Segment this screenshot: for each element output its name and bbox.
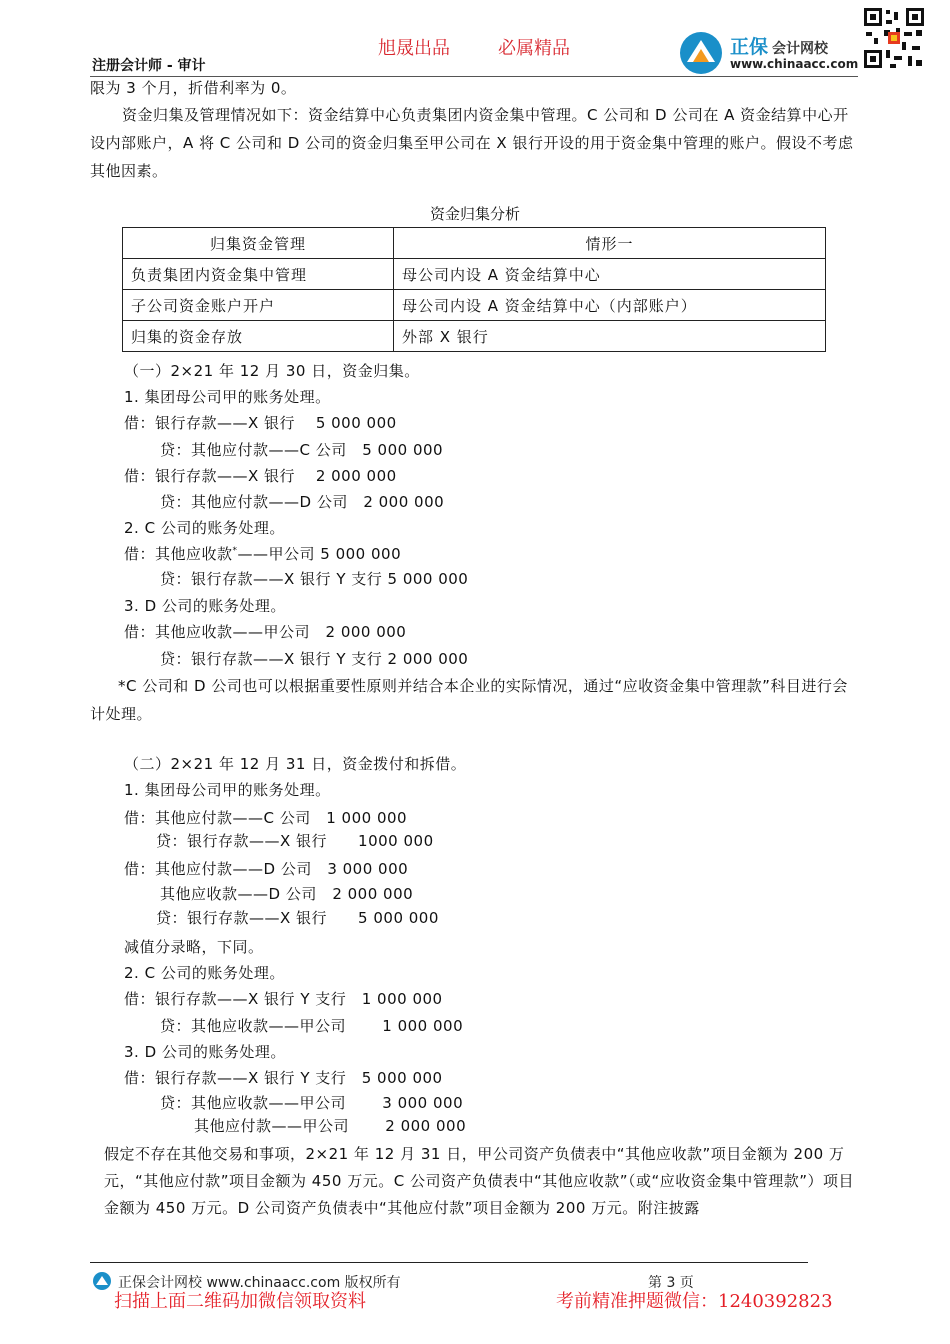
- entry-debit-rest: ——甲公司 5 000 000: [237, 545, 402, 563]
- section2-item-c: 3. D 公司的账务处理。: [124, 1043, 286, 1061]
- logo-url: www.chinaacc.com: [730, 57, 859, 71]
- section2-note: 减值分录略，下同。: [124, 938, 264, 956]
- section2-item-a: 1. 集团母公司甲的账务处理。: [124, 781, 331, 799]
- table-header-cell: 情形一: [394, 228, 826, 259]
- closing-paragraph: 假定不存在其他交易和事项，2×21 年 12 月 31 日，甲公司资产负债表中“其他应收款”项目金额为 200 万元，“其他应付款”项目金额为 450 万元。C 公司资产负债表中“其他应收款”（或“应收资金集中管理款”）项目金额为 450 万元。D 公司资产负债表中“其他应付款”项目金额为 200 万元。附注披露: [104, 1145, 855, 1217]
- entry-line: 借：其他应付款——D 公司 3 000 000: [124, 860, 409, 878]
- entry-line: 借：银行存款——X 银行 Y 支行 1 000 000: [124, 990, 443, 1008]
- table-cell: 母公司内设 A 资金结算中心: [394, 259, 826, 290]
- footer-rule: [90, 1262, 808, 1263]
- entry-line: 借：银行存款——X 银行 Y 支行 5 000 000: [124, 1069, 443, 1087]
- footer-copyright: 正保会计网校 www.chinaacc.com 版权所有: [118, 1275, 401, 1291]
- entry-line: 贷：银行存款——X 银行 5 000 000: [156, 909, 439, 927]
- intro-line: 限为 3 个月，折借利率为 0。: [90, 79, 297, 97]
- entry-line: 借：银行存款——X 银行 2 000 000: [124, 467, 397, 485]
- table-header-row: [123, 228, 826, 259]
- chinaacc-logo-icon: [678, 30, 724, 76]
- entry-line: 贷：其他应付款——D 公司 2 000 000: [160, 493, 445, 511]
- table-row: [123, 259, 826, 290]
- footnote-paragraph: *C 公司和 D 公司也可以根据重要性原则并结合本企业的实际情况，通过“应收资金集中管理款”科目进行会计处理。: [90, 677, 848, 723]
- table-cell: 母公司内设 A 资金结算中心（内部账户）: [394, 290, 826, 321]
- fund-paragraph-text: 资金归集及管理情况如下：资金结算中心负责集团内资金集中管理。C 公司和 D 公司在 A 资金结算中心开设内部账户，A 将 C 公司和 D 公司的资金归集至甲公司在 X 银行开设的用于资金集中管理的账户。假设不考虑其他因素。: [90, 106, 854, 180]
- table-cell: 外部 X 银行: [394, 321, 826, 352]
- fund-paragraph: [90, 101, 860, 185]
- entry-line: 贷：其他应付款——C 公司 5 000 000: [160, 441, 444, 459]
- entry-line: [124, 538, 401, 567]
- fund-analysis-table: [122, 227, 826, 352]
- page-number: 第 3 页: [648, 1275, 694, 1291]
- entry-line: 贷：银行存款——X 银行 Y 支行 5 000 000: [160, 570, 469, 588]
- chinaacc-logo-small-icon: [92, 1271, 112, 1291]
- entry-line: 贷：其他应收款——甲公司 1 000 000: [160, 1017, 464, 1035]
- entry-line: 贷：银行存款——X 银行 1000 000: [156, 832, 434, 850]
- table-row: [123, 290, 826, 321]
- logo-name: [730, 32, 828, 59]
- table-title: 资金归集分析: [429, 205, 520, 223]
- section1-title: （一）2×21 年 12 月 30 日，资金归集。: [124, 362, 420, 380]
- chinaacc-logo: [678, 28, 860, 74]
- section2-item-b: 2. C 公司的账务处理。: [124, 964, 285, 982]
- table-cell: 负责集团内资金集中管理: [123, 259, 394, 290]
- entry-debit-text: 借：其他应收款: [124, 545, 233, 563]
- logo-name-small: 会计网校: [772, 41, 829, 57]
- table-header-cell: 归集资金管理: [123, 228, 394, 259]
- entry-line: 借：其他应收款——甲公司 2 000 000: [124, 623, 407, 641]
- table-cell: 子公司资金账户开户: [123, 290, 394, 321]
- entry-line: 贷：其他应收款——甲公司 3 000 000: [160, 1094, 464, 1112]
- section1-item-c: 3. D 公司的账务处理。: [124, 597, 286, 615]
- promo-left: 扫描上面二维码加微信领取资料: [114, 1291, 366, 1312]
- entry-line: 借：银行存款——X 银行 5 000 000: [124, 414, 397, 432]
- entry-line: 借：其他应付款——C 公司 1 000 000: [124, 809, 408, 827]
- qr-code-icon: [862, 6, 926, 70]
- header-subject: 注册会计师 - 审计: [92, 58, 206, 74]
- footnote-marker: *: [232, 546, 238, 556]
- table-cell: 归集的资金存放: [123, 321, 394, 352]
- table-row: [123, 321, 826, 352]
- header-slogan-right: 必属精品: [498, 38, 570, 59]
- section1-item-b: 2. C 公司的账务处理。: [124, 519, 285, 537]
- promo-right: 考前精准押题微信：1240392823: [556, 1291, 833, 1312]
- section1-item-a: 1. 集团母公司甲的账务处理。: [124, 388, 331, 406]
- entry-line: 贷：银行存款——X 银行 Y 支行 2 000 000: [160, 650, 469, 668]
- header-slogan-left: 旭晟出品: [378, 38, 450, 59]
- entry-line: 其他应收款——D 公司 2 000 000: [160, 885, 414, 903]
- section2-title: （二）2×21 年 12 月 31 日，资金拨付和拆借。: [124, 755, 467, 773]
- entry-line: 其他应付款——甲公司 2 000 000: [194, 1117, 467, 1135]
- logo-name-main: 正保: [730, 36, 769, 58]
